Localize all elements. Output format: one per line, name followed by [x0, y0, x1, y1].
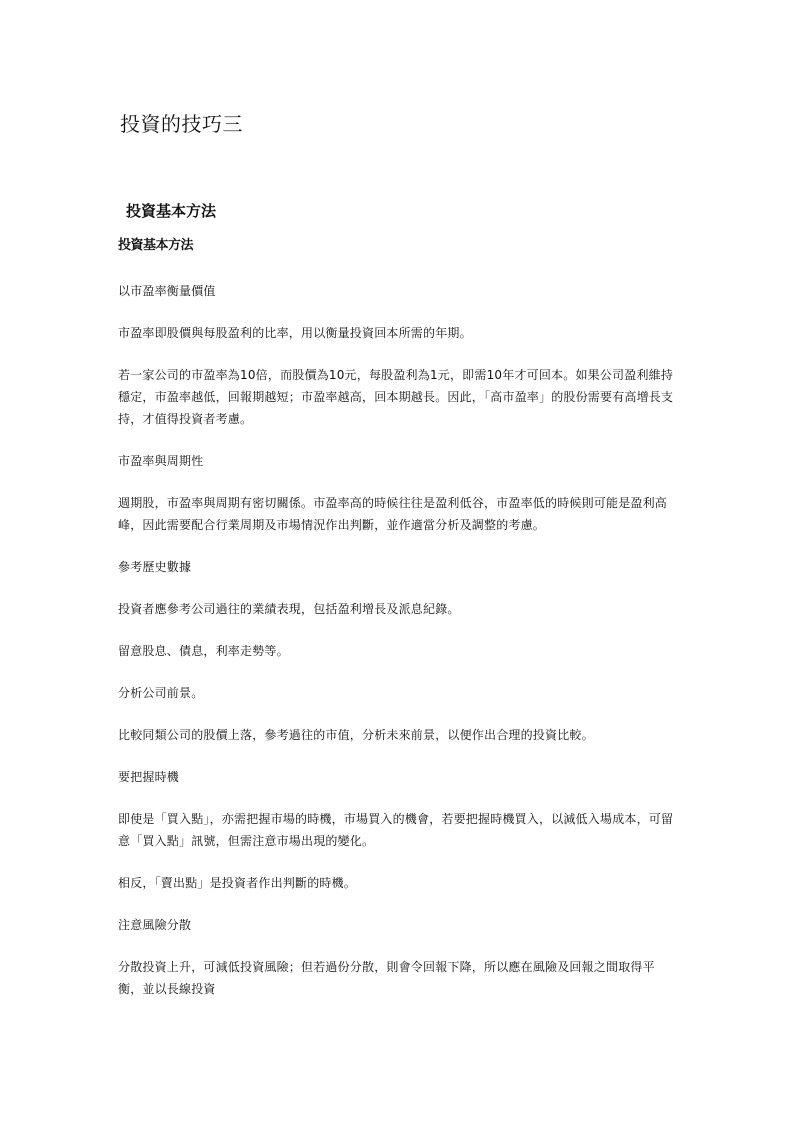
- paragraph-2: 市盈率即股價與每股盈利的比率，用以衡量投資回本所需的年期。: [118, 326, 472, 340]
- document-body: [118, 200, 678, 1020]
- paragraph-4: 市盈率與周期性: [118, 454, 204, 468]
- paragraph-12: 即使是「買入點」，亦需把握市場的時機，市場買入的機會，若要把握時機買入，以減低入場成本，可留意「買入點」訊號，但需注意市場出現的變化。: [118, 812, 674, 848]
- paragraph-5: 週期股，市盈率與周期有密切關係。市盈率高的時候往往是盈利低谷，市盈率低的時候則可能是盈利高峰，因此需要配合行業周期及市場情況作出判斷，並作適當分析及調整的考慮。: [118, 496, 668, 532]
- paragraph-1: 以市盈率衡量價值: [118, 284, 216, 298]
- paragraph-14: 注意風險分散: [118, 918, 192, 932]
- paragraph-6: 參考歷史數據: [118, 560, 192, 574]
- paragraph-10: 比較同類公司的股價上落，參考過往的市值，分析未來前景，以便作出合理的投資比較。: [118, 728, 594, 742]
- paragraph-3: 若一家公司的市盈率為10倍，而股價為10元，每股盈利為1元，即需10年才可回本。如果公司盈利維持穩定，市盈率越低，回報期越短；市盈率越高，回本期越長。因此，「高市盈率」的股份需要有高增長支持，才值得投資者考慮。: [118, 368, 674, 426]
- section-heading: 投資基本方法: [126, 202, 217, 220]
- paragraph-15: 分散投資上升，可減低投資風險；但若過份分散，則會令回報下降，所以應在風險及回報之間取得平衡，並以長線投資: [118, 960, 655, 996]
- paragraph-9: 分析公司前景。: [118, 686, 204, 700]
- paragraph-13: 相反，「賣出點」是投資者作出判斷的時機。: [118, 876, 357, 890]
- document-title: 投資的技巧三: [120, 112, 243, 136]
- paragraph-11: 要把握時機: [118, 770, 180, 784]
- subheading: 投資基本方法: [118, 238, 194, 253]
- paragraph-8: 留意股息、債息，利率走勢等。: [118, 644, 289, 658]
- paragraph-7: 投資者應參考公司過往的業績表現，包括盈利增長及派息紀錄。: [118, 602, 460, 616]
